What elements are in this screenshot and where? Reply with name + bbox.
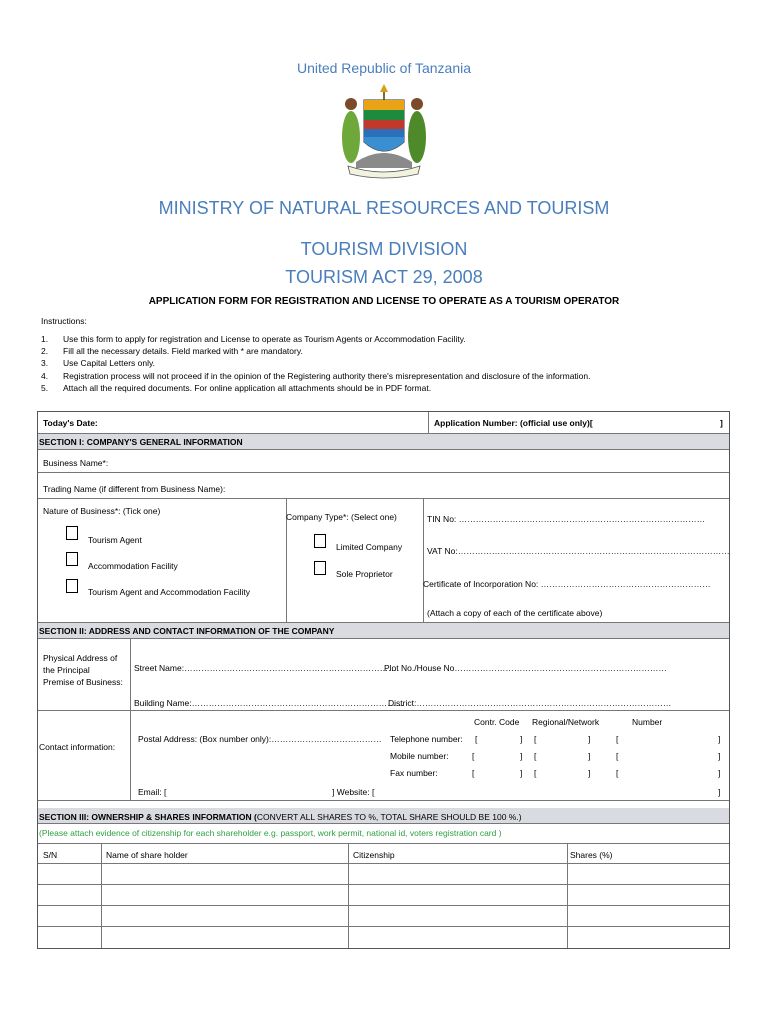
- mobile-label: Mobile number:: [390, 751, 449, 761]
- bracket-close: ]: [720, 418, 723, 428]
- bracket: ]: [718, 734, 721, 744]
- option-limited-company[interactable]: [314, 534, 326, 548]
- trading-name-field[interactable]: Trading Name (if different from Business Name):: [43, 484, 226, 494]
- checkbox[interactable]: [314, 534, 326, 548]
- option-tourism-agent-and-accommodation[interactable]: [66, 579, 78, 593]
- application-form-table: [37, 411, 730, 949]
- tin-field[interactable]: TIN No: ……………………………………………………………………………: [427, 514, 706, 524]
- fax-code-field[interactable]: [: [472, 768, 475, 778]
- fax-region-field[interactable]: [: [534, 768, 537, 778]
- option-label: Sole Proprietor: [336, 569, 393, 579]
- vat-field[interactable]: VAT No:……………………………………………………………………………………: [427, 546, 730, 556]
- option-label: Accommodation Facility: [88, 561, 178, 571]
- contact-info-label: Contact information:: [39, 742, 116, 752]
- section-1-title: SECTION I: COMPANY'S GENERAL INFORMATION: [39, 437, 243, 447]
- col-number: Number: [632, 717, 663, 727]
- street-name-field[interactable]: Street Name:…………………………………………………………………: [134, 663, 397, 673]
- ministry-title: MINISTRY OF NATURAL RESOURCES AND TOURISM: [158, 198, 610, 218]
- shares-row[interactable]: [38, 927, 729, 948]
- col-shares-percent: Shares (%): [570, 850, 613, 860]
- attach-note: (Attach a copy of each of the certificate above): [427, 608, 603, 618]
- business-name-field[interactable]: Business Name*:: [43, 458, 109, 468]
- application-number-field[interactable]: Application Number: (official use only)[: [434, 418, 593, 428]
- mobile-number-field[interactable]: [: [616, 751, 619, 761]
- option-label: Limited Company: [336, 542, 403, 552]
- postal-address-field[interactable]: Postal Address: (Box number only):…………………………………: [138, 734, 382, 744]
- col-shareholder-name: Name of share holder: [106, 850, 188, 860]
- date-row: [38, 412, 729, 434]
- checkbox[interactable]: [66, 579, 78, 593]
- col-regional-network: Regional/Network: [532, 717, 600, 727]
- building-name-field[interactable]: Building Name:…………………………………………………………………: [134, 698, 405, 708]
- website-field[interactable]: ] Website: [: [332, 787, 375, 797]
- bracket: ]: [520, 734, 523, 744]
- email-field[interactable]: Email: [: [138, 787, 167, 797]
- option-label: Tourism Agent and Accommodation Facility: [88, 587, 251, 597]
- republic-title: United Republic of Tanzania: [296, 60, 472, 76]
- checkbox[interactable]: [66, 552, 78, 566]
- mobile-code-field[interactable]: [: [472, 751, 475, 761]
- division-title: TOURISM DIVISION: [300, 239, 468, 259]
- bracket: ]: [718, 787, 721, 797]
- option-accommodation-facility[interactable]: [66, 552, 78, 566]
- instructions-list: [41, 333, 591, 394]
- shares-row[interactable]: [38, 864, 729, 885]
- option-label: Tourism Agent: [88, 535, 142, 545]
- todays-date-field[interactable]: Today's Date:: [43, 418, 98, 428]
- section-2-title: SECTION II: ADDRESS AND CONTACT INFORMATION OF THE COMPANY: [39, 626, 335, 636]
- act-title: TOURISM ACT 29, 2008: [285, 267, 483, 287]
- instruction-item: 3. Use Capital Letters only.: [41, 358, 155, 369]
- option-sole-proprietor[interactable]: [314, 561, 326, 575]
- citizenship-note: (Please attach evidence of citizenship for each shareholder e.g. passport, work permit, national id, voters registration card ): [39, 828, 502, 838]
- col-contr-code: Contr. Code: [474, 717, 520, 727]
- instructions-heading: Instructions:: [41, 316, 87, 326]
- physical-address-label: Physical Address of the Principal Premise of Business:: [43, 653, 123, 687]
- fax-label: Fax number:: [390, 768, 438, 778]
- plot-number-field[interactable]: Plot No./House No…………………………………………………………………: [384, 663, 667, 673]
- telephone-region-field[interactable]: [: [534, 734, 537, 744]
- telephone-code-field[interactable]: [: [475, 734, 478, 744]
- section-3-title: SECTION III: OWNERSHIP & SHARES INFORMATION (CONVERT ALL SHARES TO %, TOTAL SHARE SHOULD BE 100 %.): [39, 812, 522, 822]
- bracket: ]: [718, 751, 721, 761]
- form-title: APPLICATION FORM FOR REGISTRATION AND LICENSE TO OPERATE AS A TOURISM OPERATOR: [148, 296, 620, 307]
- shares-row[interactable]: [38, 885, 729, 906]
- instruction-item: 1. Use this form to apply for registration and License to operate as Tourism Agents or Accommodation Facility.: [41, 334, 466, 344]
- checkbox[interactable]: [314, 561, 326, 575]
- instruction-item: 4. Registration process will not proceed if in the opinion of the Registering authority there's misrepresentation and disclosure of the information.: [41, 370, 591, 381]
- option-tourism-agent[interactable]: [66, 526, 78, 540]
- col-citizenship: Citizenship: [353, 850, 395, 860]
- col-sn: S/N: [43, 850, 58, 860]
- telephone-number-field[interactable]: [: [616, 734, 619, 744]
- mobile-region-field[interactable]: [: [534, 751, 537, 761]
- company-type-label: Company Type*: (Select one): [286, 512, 397, 522]
- instruction-item: 2. Fill all the necessary details. Field marked with * are mandatory.: [41, 346, 303, 357]
- coat-of-arms-emblem: [334, 82, 434, 180]
- bracket: ]: [588, 751, 591, 761]
- bracket: ]: [520, 768, 523, 778]
- bracket: ]: [520, 751, 523, 761]
- fax-number-field[interactable]: [: [616, 768, 619, 778]
- nature-of-business-label: Nature of Business*: (Tick one): [43, 506, 161, 516]
- telephone-label: Telephone number:: [390, 734, 463, 744]
- bracket: ]: [718, 768, 721, 778]
- shares-row[interactable]: [38, 906, 729, 927]
- bracket: ]: [588, 768, 591, 778]
- instruction-item: 5. Attach all the required documents. For online application all attachments should be in PDF format.: [41, 382, 432, 393]
- bracket: ]: [588, 734, 591, 744]
- district-field[interactable]: District:………………………………………………………………………………: [388, 698, 672, 708]
- certificate-field[interactable]: Certificate of Incorporation No: ……………………………………………………: [423, 579, 711, 589]
- checkbox[interactable]: [66, 526, 78, 540]
